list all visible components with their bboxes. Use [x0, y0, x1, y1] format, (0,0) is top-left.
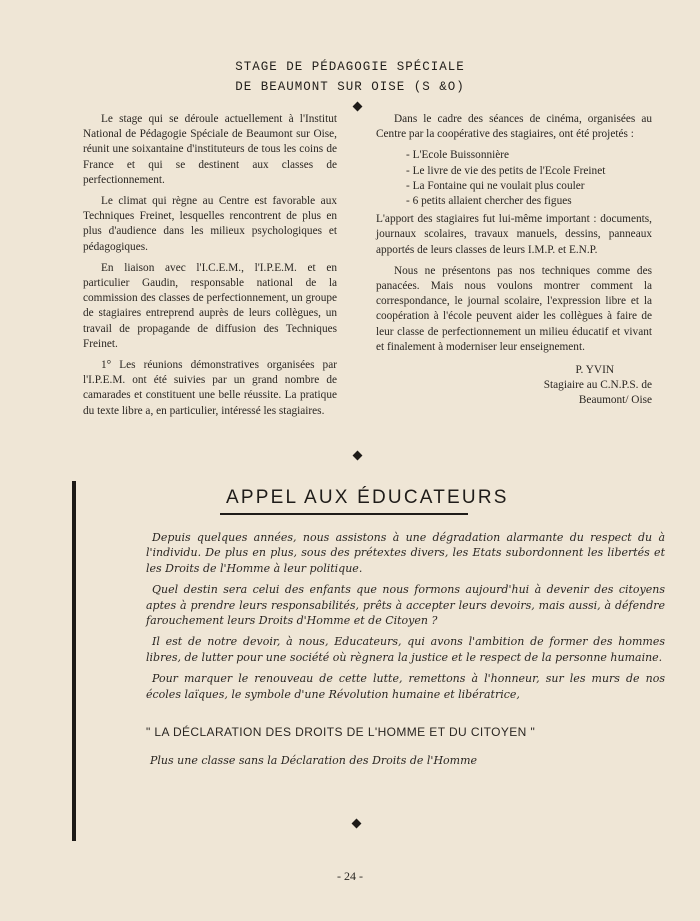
list-item: - L'Ecole Buissonnière	[406, 148, 652, 163]
signature-block	[376, 363, 652, 408]
signature-name: P. YVIN	[575, 364, 614, 377]
appel-title: APPEL AUX ÉDUCATEURS	[226, 487, 509, 508]
article-title-line1: STAGE DE PÉDAGOGIE SPÉCIALE	[235, 60, 465, 74]
vertical-rule	[72, 481, 76, 841]
signature-place: Beaumont/ Oise	[578, 394, 652, 407]
paragraph: En liaison avec l'I.C.E.M., l'I.P.E.M. et en particulier Gaudin, responsable national de la commission des classes de perfectionnement, un groupe de stagiaires entreprend auprès de leurs collègues, un travail de propagande de diffusion des Techniques Freinet.	[83, 261, 337, 350]
signature-role: Stagiaire au C.N.P.S. de	[543, 379, 652, 392]
page-number: - 24 -	[337, 869, 363, 883]
title-underline	[220, 513, 468, 515]
paragraph: Dans le cadre des séances de cinéma, organisées au Centre par la coopérative des stagiaires, ont été projetés :	[376, 113, 652, 141]
article-title-line2: DE BEAUMONT SUR OISE (S &O)	[235, 80, 465, 94]
diamond-ornament-middle	[353, 451, 363, 461]
paragraph: Quel destin sera celui des enfants que nous formons aujourd'hui à devenir des citoyens aptes à prendre leurs responsabilités, prêts à accepter leurs devoirs, mais aussi, à défendre farouchement leurs Droits d'Homme et de Citoyen ?	[146, 583, 665, 628]
paragraph: Le stage qui se déroule actuellement à l'Institut National de Pédagogie Spéciale de Beaumont sur Oise, réunit une soixantaine d'instituteurs de tous les coins de France et qui se destinent aux classes de perfectionnement.	[83, 113, 337, 186]
diamond-ornament-top	[353, 102, 363, 112]
closing-line: Plus une classe sans la Déclaration des Droits de l'Homme	[150, 754, 478, 767]
list-item: - La Fontaine qui ne voulait plus couler	[406, 179, 652, 194]
list-item: - Le livre de vie des petits de l'Ecole Freinet	[406, 164, 652, 179]
list-item: - 6 petits allaient chercher des figues	[406, 194, 652, 209]
paragraph: Depuis quelques années, nous assistons à une dégradation alarmante du respect du à l'individu. De plus en plus, sous des prétextes divers, les Etats subordonnent les libertés et les Droits de l'Homme à leur politique.	[146, 531, 665, 575]
left-column	[83, 112, 337, 425]
paragraph: Le climat qui règne au Centre est favorable aux Techniques Freinet, lesquelles rencontrent de plus en plus d'audience dans les milieux psychologiques et pédagogiques.	[83, 195, 337, 253]
film-list	[376, 148, 652, 209]
paragraph: Nous ne présentons pas nos techniques comme des panacées. Mais nous voulons montrer comment la correspondance, le journal scolaire, l'expression libre et la coopération à l'école peuvent aider les collègues à faire de leur classe de perfectionnement un milieu éducatif et vivant et finalement à moderniser leur enseignement.	[376, 264, 652, 353]
appel-body	[146, 530, 665, 708]
paragraph: Il est de notre devoir, à nous, Educateurs, qui avons l'ambition de former des hommes libres, de lutter pour une société où règnera la justice et le respect de la personne humaine.	[146, 635, 665, 664]
paragraph: 1° Les réunions démonstratives organisées par l'I.P.E.M. ont été suivies par un grand nombre de camarades et constituent une belle réussite. La pratique du texte libre a, en particulier, intéressé les stagiaires.	[83, 359, 337, 417]
paragraph: L'apport des stagiaires fut lui-même important : documents, journaux scolaires, travaux manuels, dessins, panneaux apportés de leurs classes de leurs I.M.P. et E.N.P.	[376, 213, 652, 256]
declaration-heading: " LA DÉCLARATION DES DROITS DE L'HOMME ET DU CITOYEN "	[146, 725, 536, 739]
diamond-ornament-bottom	[352, 819, 362, 829]
right-column	[376, 112, 652, 408]
paragraph: Pour marquer le renouveau de cette lutte, remettons à l'honneur, sur les murs de nos écoles laïques, le symbole d'une Révolution humaine et libératrice,	[146, 672, 665, 701]
